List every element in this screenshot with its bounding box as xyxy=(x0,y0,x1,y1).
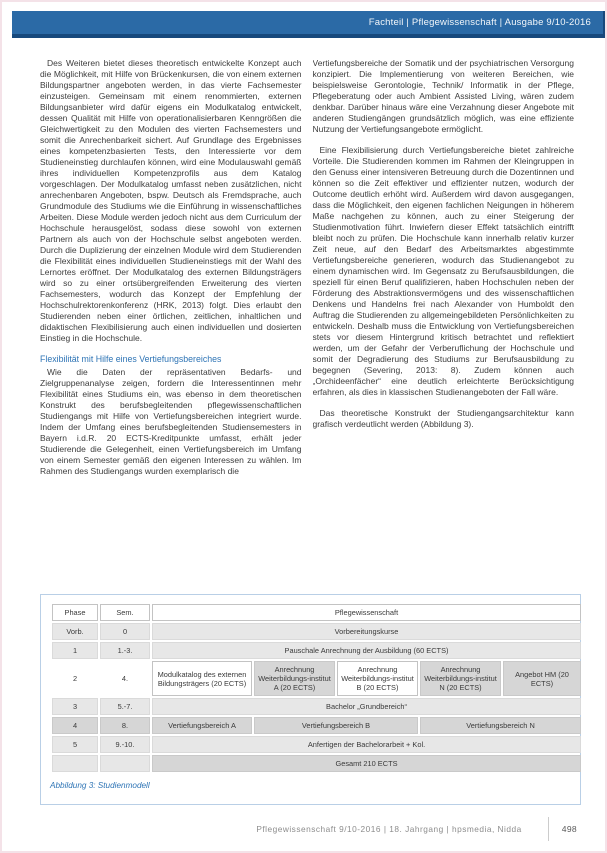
table-cell: Vertiefungsbereich A xyxy=(152,717,252,734)
issue-banner xyxy=(12,11,606,38)
table-cell: 5.-7. xyxy=(100,698,150,715)
table-cell: 1.-3. xyxy=(100,642,150,659)
figure-box xyxy=(40,594,581,805)
paragraph: Wie die Daten der repräsentativen Bedarfs- und Zielgruppenanalyse zeigen, fordern die Interessentinnen mehr Flexibilität eines Studiums ein, was ebenso in dem theoretischen Konstrukt des berufsbegleitenden pflegewissenschaftlichen Studiengangs mit Hilfe von Vertiefungsbereichen integriert wurde. Indem der Umfang eines berufsbegleitenden Studiensemesters in Bayern i.d.R. 20 ECTS-Kreditpunkte umfasst, erhält jeder Studierende die Gelegenheit, einen Vertiefungsbereich im Umfang von einem Semester gemäß den eigenen Interessen zu wählen. Im Rahmen des Studiengangs wurden exemplarisch die xyxy=(40,367,302,476)
table-cell: Anrechnung Weiterbildungs-institut N (20 ECTS) xyxy=(420,661,501,696)
table-cell: 9.-10. xyxy=(100,736,150,753)
table-cell: Sem. xyxy=(100,604,150,621)
issue-banner-title: Fachteil | Pflegewissenschaft | Ausgabe 9/10-2016 xyxy=(368,17,591,28)
page-footer xyxy=(256,816,577,842)
table-cell: Modulkatalog des externen Bildungsträgers (20 ECTS) xyxy=(152,661,252,696)
table-cell: Anrechnung Weiterbildungs-institut A (20 ECTS) xyxy=(254,661,335,696)
paragraph: Vertiefungsbereiche der Somatik und der psychiatrischen Versorgung konzipiert. Die Implementierung von weiteren Bereichen, wie beispielsweise Gerontologie, Technik/ Informatik in der Pflege, Pflegeberatung oder auch Ambient Assisted Living, wären zudem denkbar. Darüber hinaus wäre eine Verzahnung dieser Angebote mit anderen Studiengängen grundsätzlich möglich, was eine effiziente Nutzung der Vertiefungsangebote ermöglicht. xyxy=(312,58,574,134)
table-cell: Vertiefungsbereich B xyxy=(254,717,418,734)
table-cell: Vorb. xyxy=(52,623,98,640)
article-column-right xyxy=(313,58,575,592)
table-cell: 0 xyxy=(100,623,150,640)
table-cell: 4 xyxy=(52,717,98,734)
table-cell: 3 xyxy=(52,698,98,715)
table-cell: Phase xyxy=(52,604,98,621)
article-body xyxy=(40,58,574,592)
table-row-phase4 xyxy=(52,717,581,734)
table-row-header xyxy=(52,604,581,621)
table-cell: 4. xyxy=(121,674,129,683)
table-cell: 5 xyxy=(52,736,98,753)
table-cell: 1 xyxy=(52,642,98,659)
table-cell: Vertiefungsbereich N xyxy=(420,717,581,734)
table-cell: Anrechnung Weiterbildungs-institut B (20 ECTS) xyxy=(337,661,418,696)
table-row-phase3 xyxy=(52,698,581,715)
table-cell: Anfertigen der Bachelorarbeit + Kol. xyxy=(152,736,581,753)
figure-caption: Abbildung 3: Studienmodell xyxy=(50,781,150,790)
table-cell: Angebot HM (20 ECTS) xyxy=(503,661,581,696)
section-heading: Flexibilität mit Hilfe eines Vertiefungsbereiches xyxy=(40,354,222,364)
footer-divider xyxy=(548,817,549,841)
paragraph: Eine Flexibilisierung durch Vertiefungsbereiche bietet zahlreiche Vorteile. Die Studierenden kommen im Rahmen der Kleingruppen in den Genuss einer intensiveren Betreuung durch die Dozentinnen und können so die Zeit effektiver und effizienter nutzen, wodurch der Outcome deutlich erhöht wird. Außerdem wird davon ausgegangen, dass die Möglichkeit, den eigenen fachlichen Neigungen in höherem Maße nachgehen zu können, auch zu einer Steigerung der Studienmotivation führt. Inwiefern dieser Effekt tatsächlich eintrifft bleibt noch zu prüfen. Die Hochschule kann innerhalb relativ kurzer Zeit neue, auf den Bedarf des Arbeitsmarktes abgestimmte Vertiefungsbereiche generieren, wodurch das Studienangebot zu einem dynamischen wird. Im Gegensatz zu Berufsausbildungen, die speziell für einen Beruf qualifizieren, haben Hochschulen neben der Förderung des Abstraktionsvermögens und des wissenschaftlichen Denkens und Handelns frei nach Alexander von Humboldt den Auftrag die Studierenden zu allgemeingebildeten Persönlichkeiten zu entwickeln. Deshalb muss die Entwicklung von Vertiefungsbereichen stets vor diesem Hintergrund kritisch betrachtet und reflektiert werden, um der Gefahr der Verberuflichung der Hochschule und somit der Degradierung des Studiums zur Berufsausbildung zu begegnen (Severing, 2013: 8). Zudem können auch „Orchideenfächer“ eine deutlich erleichterte Berücksichtigung erfahren, als dies in klassischen Studienangeboten der Fall wäre. xyxy=(312,145,574,397)
table-row-phase2 xyxy=(52,661,581,696)
table-row-total xyxy=(52,755,581,772)
table-cell: Vorbereitungskurse xyxy=(152,623,581,640)
table-cell xyxy=(52,755,98,772)
table-cell: 2 xyxy=(72,674,78,683)
footer-journal-line: Pflegewissenschaft 9/10-2016 | 18. Jahrgang | hpsmedia, Nidda xyxy=(256,824,522,834)
table-cell: Pauschale Anrechnung der Ausbildung (60 ECTS) xyxy=(152,642,581,659)
table-cell: Gesamt 210 ECTS xyxy=(152,755,581,772)
paragraph: Das theoretische Konstrukt der Studiengangsarchitektur kann grafisch verdeutlicht werden (Abbildung 3). xyxy=(312,408,574,429)
table-cell: 8. xyxy=(100,717,150,734)
article-column-left xyxy=(40,58,302,592)
table-row-vorb xyxy=(52,623,581,640)
table-row-phase1 xyxy=(52,642,581,659)
table-cell: Bachelor „Grundbereich“ xyxy=(152,698,581,715)
page-number: 498 xyxy=(561,824,577,834)
paragraph: Des Weiteren bietet dieses theoretisch entwickelte Konzept auch die Möglichkeit, mit Hilfe von Brückenkursen, die von einem externen Bildungspartner angeboten werden, in das vierte Fachsemester einzusteigen. Gemeinsam mit einem renommierten, externen Bildungsanbieter wird dafür eigens ein Modulkatalog entwickelt, dessen Qualität mit Hilfe von operationalisierbaren Kenngrößen die Gleichwertigkeit zu den Modulen des vierten Fachsemesters und somit die Anrechenbarkeit sichert. Auf Grundlage des Ergebnisses eines kompetenzbasierten Tests, den Interessierte vor dem Studieneinstieg durchlaufen können, wird eine Modulauswahl gemäß ihres individuellen Kompetenzprofils aus dem Katalog vorgeschlagen. Der Modulkatalog umfasst neben zusätzlichen, nicht anrechenbaren Angeboten, bspw. Deutsch als Fremdsprache, auch Grundmodule des Studiums wie die Einführung in wissenschaftliches Arbeiten. Diese Module werden jedoch nicht aus dem Curriculum der Hochschule herausgelöst, sodass diese sowohl von externen Partnern als auch von der Hochschule selbst angeboten werden. Durch die Duplizierung der einzelnen Module wird dem Studierenden die Flexibilität eines individuellen Studieneinstiegs mit der Wahl des Lernortes eröffnet. Der Modulkatalog des externen Bildungsträgers wird so zu einer ortsübergreifenden Erweiterung des vierten Fachsemesters, wodurch das Konzept der Empfehlung der Hochschulrektorenkonferenz (HRK, 2013) folgt. Dies erlaubt den Studierenden neben einer örtlichen, zeitlichen, inhaltlichen und didaktischen Flexibilisierung auch einen individuellen und dosierten Einstieg in die Hochschule. xyxy=(40,58,302,343)
table-cell: Pflegewissenschaft xyxy=(152,604,581,621)
table-cell xyxy=(100,755,150,772)
study-model-table xyxy=(50,602,583,774)
table-row-phase5 xyxy=(52,736,581,753)
